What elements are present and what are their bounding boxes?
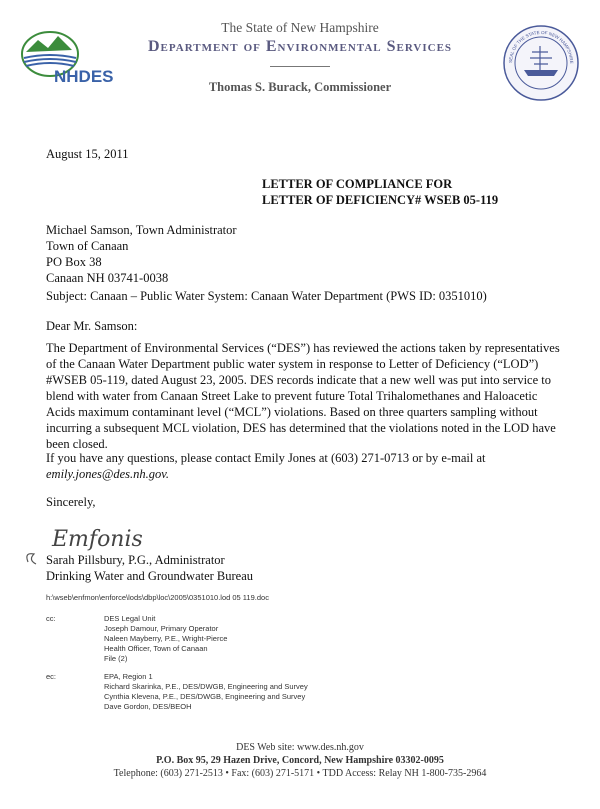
recipient-address	[46, 222, 237, 286]
paragraph-line: incurring a subsequent MCL violation, DES has determined that the violations noted in the LOD have	[46, 421, 556, 435]
state-seal	[502, 24, 580, 102]
cc-item: DES Legal Unit	[104, 614, 156, 623]
paragraph-line: of the Canaan Water Department public water system in response to Letter of Deficiency (“LOD”)	[46, 357, 539, 371]
signature-text: Emfonis	[52, 527, 143, 552]
cc-item: Health Officer, Town of Canaan	[104, 644, 208, 653]
paragraph-line: If you have any questions, please contact Emily Jones at (603) 271-0713 or by e-mail at	[46, 451, 486, 465]
state-name: The State of New Hampshire	[221, 20, 379, 35]
cc-item: Joseph Damour, Primary Operator	[104, 624, 219, 633]
salutation: Dear Mr. Samson:	[46, 319, 138, 333]
paragraph-line: blend with water from Canaan Street Lake to prevent future Total Trihalomethanes and Haloacetic	[46, 389, 538, 403]
cc-list	[104, 614, 227, 664]
contact-paragraph	[46, 450, 566, 482]
ec-item: EPA, Region 1	[104, 672, 153, 681]
logo-text: NHDES	[54, 67, 114, 86]
letter-title	[262, 176, 498, 208]
signer-line: Sarah Pillsbury, P.G., Administrator	[46, 553, 225, 567]
signer-block	[46, 552, 253, 584]
closing: Sincerely,	[46, 495, 96, 509]
address-line: PO Box 38	[46, 255, 102, 269]
ec-label: ec:	[46, 672, 57, 681]
address-line: Canaan NH 03741-0038	[46, 271, 169, 285]
seal-text: SEAL OF THE STATE OF NEW HAMPSHIRE	[507, 29, 575, 64]
subject-line: Subject: Canaan – Public Water System: Canaan Water Department (PWS ID: 0351010)	[46, 289, 487, 303]
paragraph-line: been closed.	[46, 437, 108, 451]
address-line: Michael Samson, Town Administrator	[46, 223, 237, 237]
title-line: LETTER OF DEFICIENCY# WSEB 05-119	[262, 193, 499, 207]
ec-item: Richard Skarinka, P.E., DES/DWGB, Engineering and Survey	[104, 682, 308, 691]
body-paragraph	[46, 340, 566, 452]
footer-address: P.O. Box 95, 29 Hazen Drive, Concord, New Hampshire 03302-0095	[156, 755, 444, 766]
cc-item: Naleen Mayberry, P.E., Wright-Pierce	[104, 634, 228, 643]
ec-list	[104, 672, 308, 712]
title-line: LETTER OF COMPLIANCE FOR	[262, 177, 453, 191]
letter-date: August 15, 2011	[46, 147, 129, 161]
cc-label: cc:	[46, 614, 56, 623]
ec-item: Cynthia Klevena, P.E., DES/DWGB, Engineering and Survey	[104, 692, 306, 701]
paragraph-line: The Department of Environmental Services (“DES”) has reviewed the actions taken by representatives	[46, 341, 560, 355]
paragraph-line: Acids maximum contaminant level (“MCL”) violations. Based on three quarters sampling without	[46, 405, 538, 419]
ec-item: Dave Gordon, DES/BEOH	[104, 702, 192, 711]
email-link[interactable]: emily.jones@des.nh.gov.	[46, 467, 170, 481]
department-name: Department of Environmental Services	[147, 38, 453, 55]
signer-line: Drinking Water and Groundwater Bureau	[46, 569, 254, 583]
header-divider	[270, 66, 330, 67]
commissioner-name: Thomas S. Burack, Commissioner	[208, 80, 392, 94]
paragraph-line: #WSEB 05-119, dated August 23, 2005. DES records indicate that a new well was put into service to	[46, 373, 551, 387]
cc-item: File (2)	[104, 654, 128, 663]
footer-phones: Telephone: (603) 271-2513 • Fax: (603) 271-5171 • TDD Access: Relay NH 1-800-735-2964	[113, 768, 487, 779]
address-line: Town of Canaan	[46, 239, 129, 253]
footer-website[interactable]: DES Web site: www.des.nh.gov	[236, 742, 364, 753]
file-path: h:\wseb\enfmon\enforce\lods\dbp\loc\2005\0351010.lod 05 119.doc	[46, 593, 269, 602]
